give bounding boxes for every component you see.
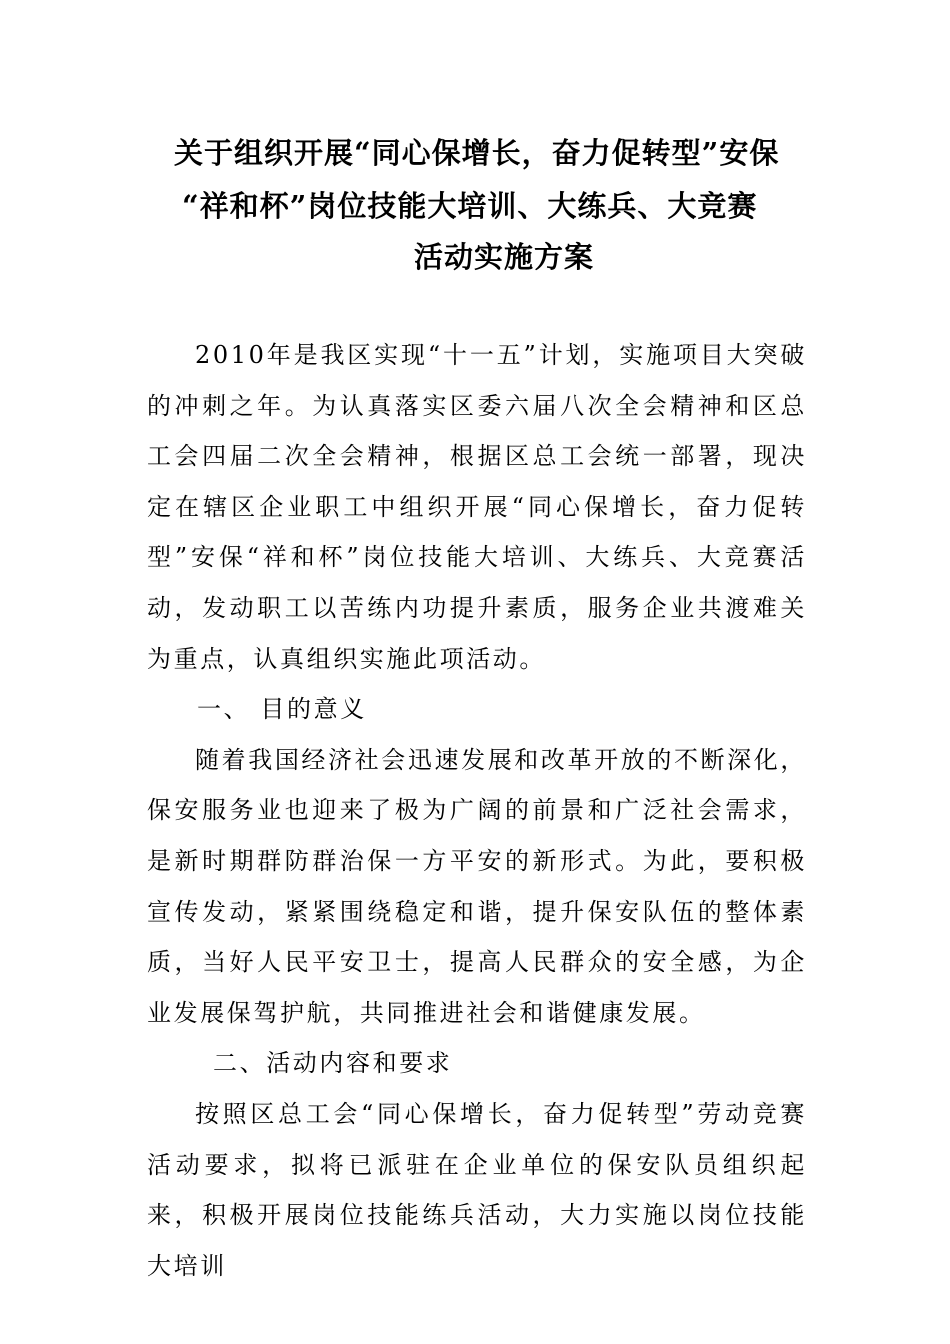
title-line-1: 关于组织开展“同心保增长，奋力促转型”安保 — [174, 136, 780, 170]
purpose-paragraph: 随着我国经济社会迅速发展和改革开放的不断深化，保安服务业也迎来了极为广阔的前景和广泛社会需求，是新时期群防群治保一方平安的新形式。为此，要积极宣传发动，紧紧围绕稳定和谐，提升保安队伍的整体素质，当好人民平安卫士，提高人民群众的安全感，为企业发展保驾护航，共同推进社会和谐健康发展。 — [147, 745, 807, 1027]
document-body — [147, 330, 807, 1291]
title-line-2: “祥和杯”岗位技能大培训、大练兵、大竞赛 — [182, 189, 758, 223]
intro-paragraph: 2010年是我区实现“十一五”计划，实施项目大突破的冲刺之年。为认真落实区委六届八次全会精神和区总工会四届二次全会精神，根据区总工会统一部署，现决定在辖区企业职工中组织开展“同心保增长，奋力促转型”安保“祥和杯”岗位技能大培训、大练兵、大竞赛活动，发动职工以苦练内功提升素质，服务企业共渡难关为重点，认真组织实施此项活动。 — [147, 341, 807, 673]
section-heading-purpose: 一、 目的意义 — [197, 695, 367, 724]
content-paragraph: 按照区总工会“同心保增长，奋力促转型”劳动竞赛活动要求，拟将已派驻在企业单位的保安队员组织起来，积极开展岗位技能练兵活动，大力实施以岗位技能大培训 — [147, 1099, 807, 1280]
section-heading-content: 二、活动内容和要求 — [213, 1049, 453, 1078]
title-line-3: 活动实施方案 — [414, 240, 595, 274]
